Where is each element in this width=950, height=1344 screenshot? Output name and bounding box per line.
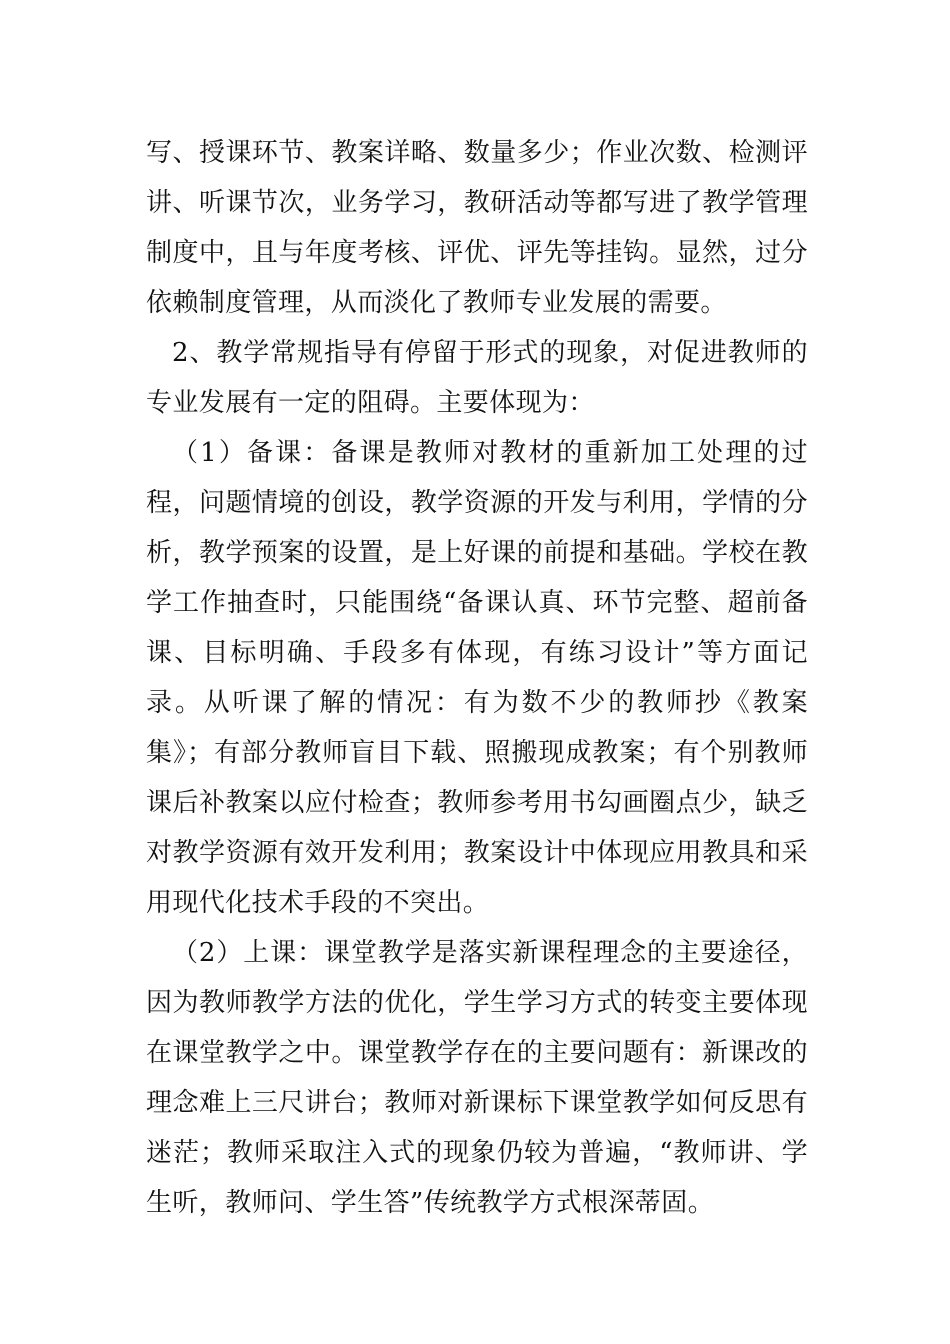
paragraph-class-teaching: （2）上课：课堂教学是落实新课程理念的主要途径，因为教师教学方法的优化，学生学习方式的转变主要体现在课堂教学之中。课堂教学存在的主要问题有：新课改的理念难上三尺讲台；教师对新课标下课堂教学如何反思有迷茫；教师采取注入式的现象仍较为普遍，“教师讲、学生听，教师问、学生答”传统教学方式根深蒂固。 [146,938,808,1218]
paragraph-item-2: 2、教学常规指导有停留于形式的现象，对促进教师的专业发展有一定的阻碍。主要体现为： [146,338,808,418]
paragraph-continuation: 写、授课环节、教案详略、数量多少；作业次数、检测评讲、听课节次，业务学习，教研活动等都写进了教学管理制度中，且与年度考核、评优、评先等挂钩。显然，过分依赖制度管理，从而淡化了教师专业发展的需要。 [146,138,808,318]
document-body [146,128,808,1228]
paragraph-lesson-prep: （1）备课：备课是教师对教材的重新加工处理的过程，问题情境的创设，教学资源的开发与利用，学情的分析，教学预案的设置，是上好课的前提和基础。学校在教学工作抽查时，只能围绕“备课认真、环节完整、超前备课、目标明确、手段多有体现，有练习设计”等方面记录。从听课了解的情况：有为数不少的教师抄《教案集》；有部分教师盲目下载、照搬现成教案；有个别教师课后补教案以应付检查；教师参考用书勾画圈点少，缺乏对教学资源有效开发利用；教案设计中体现应用教具和采用现代化技术手段的不突出。 [146,438,808,918]
